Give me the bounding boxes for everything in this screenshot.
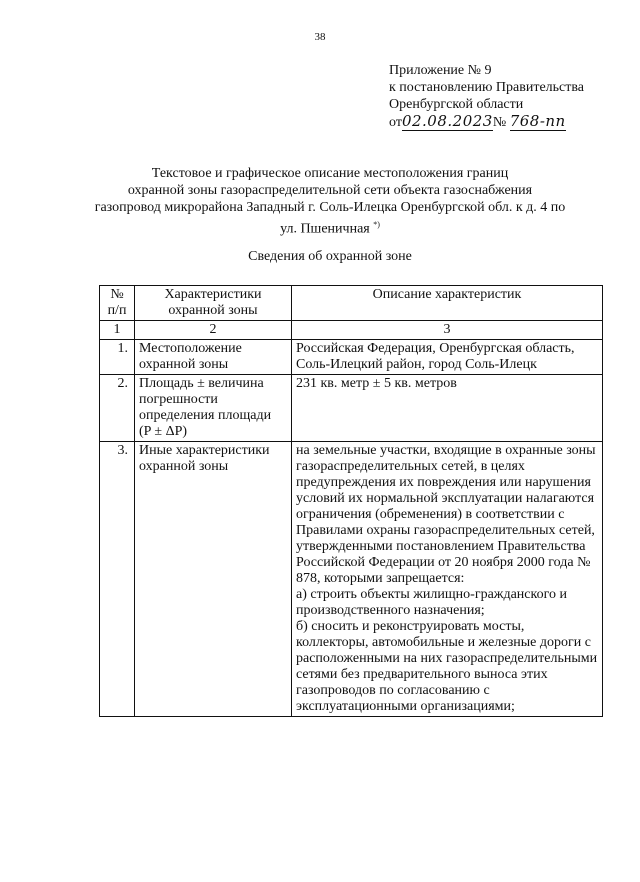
row-name: Иные характеристики охранной зоны (135, 442, 292, 717)
description-paragraph: на земельные участки, входящие в охранные зоны газораспределительных сетей, в целях предупреждения их повреждения или нарушения условий их нормальной эксплуатации налагаются ограничения (обременения) в соответствии с Правилами охраны газораспределительных сетей, утвержденными постановлением Правительства Российской Федерации от 20 ноября 2000 года № 878, которыми запрещается: (296, 443, 596, 586)
section-title: Сведения об охранной зоне (248, 249, 412, 264)
header-number: № п/п (100, 286, 135, 321)
title-line-4: ул. Пшеничная (280, 221, 370, 237)
table-row (100, 442, 603, 717)
header-description: Описание характеристик (292, 286, 603, 321)
column-number-1: 1 (100, 321, 135, 340)
header-characteristics: Характеристики охранной зоны (135, 286, 292, 321)
row-description: Российская Федерация, Оренбургская область, Соль-Илецкий район, город Соль-Илецк (292, 340, 603, 375)
handwritten-number: 768-пп (509, 112, 566, 130)
appendix-line-3: Оренбургской области (389, 97, 524, 112)
description-item-b: б) сносить и реконструировать мосты, коллекторы, автомобильные и железные дороги с расположенными на них газораспределительными сетями без предварительного выноса этих газопроводов по согласованию с эксплуатационными организациями; (296, 619, 598, 714)
number-prefix: № (492, 115, 507, 130)
row-name: Площадь ± величина погрешности определения площади (P ± ΔP) (135, 375, 292, 442)
appendix-line-2: к постановлению Правительства (389, 80, 585, 95)
handwritten-date: 02.08.2023 (401, 112, 493, 130)
table-row (100, 375, 603, 442)
appendix-line-1: Приложение № 9 (389, 63, 492, 78)
appendix-header (389, 62, 584, 131)
table-row (100, 340, 603, 375)
row-number: 1. (100, 340, 135, 375)
row-number: 3. (100, 442, 135, 717)
row-description: 231 кв. метр ± 5 кв. метров (292, 375, 603, 442)
document-title (80, 165, 580, 238)
page-number: 38 (314, 31, 326, 43)
title-line-2: охранной зоны газораспределительной сети объекта газоснабжения (127, 183, 533, 198)
title-line-3: газопровод микрорайона Западный г. Соль-Илецка Оренбургской обл. к д. 4 по (94, 200, 566, 215)
column-number-3: 3 (292, 321, 603, 340)
row-description (292, 442, 603, 717)
title-line-4-wrap (80, 216, 580, 238)
appendix-date-line (389, 113, 584, 131)
row-name: Местоположение охранной зоны (135, 340, 292, 375)
row-number: 2. (100, 375, 135, 442)
footnote-mark: *) (373, 220, 380, 229)
zone-info-table (99, 285, 603, 717)
column-number-2: 2 (135, 321, 292, 340)
title-line-1: Текстовое и графическое описание местоположения границ (151, 166, 509, 181)
date-prefix: от (389, 115, 402, 130)
table-header-row (100, 286, 603, 321)
table-column-numbers-row (100, 321, 603, 340)
description-item-a: а) строить объекты жилищно-гражданского и производственного назначения; (296, 587, 567, 618)
